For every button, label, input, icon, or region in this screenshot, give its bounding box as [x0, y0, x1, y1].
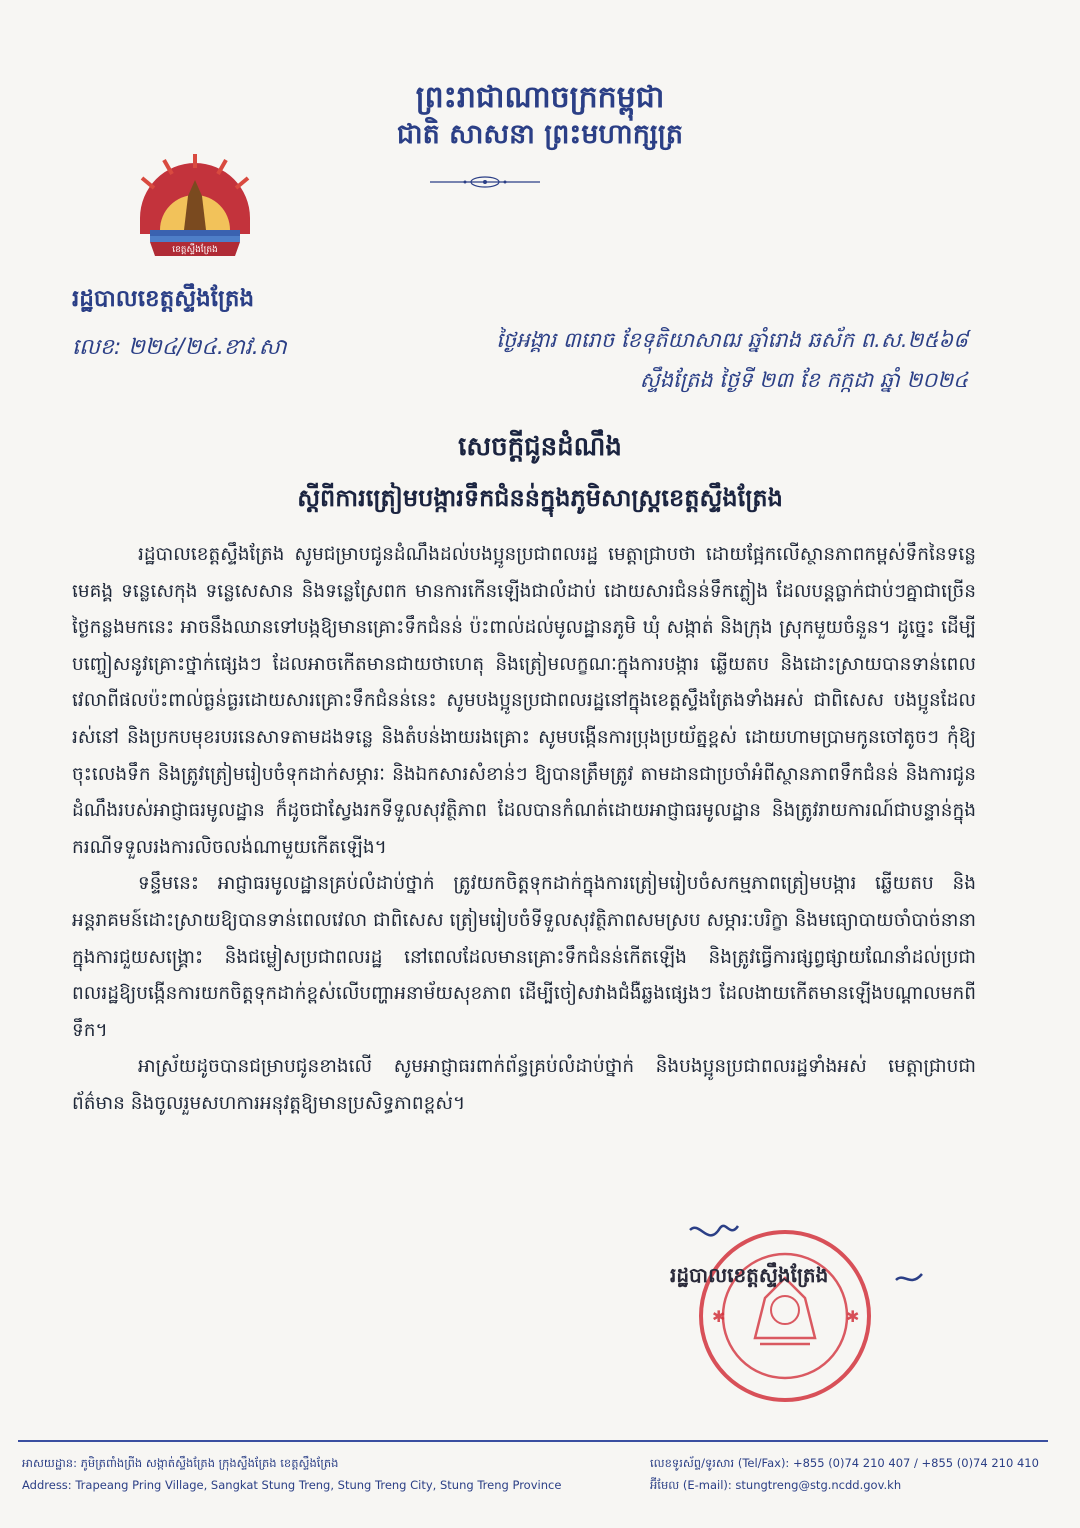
- official-seal-and-signature: [660, 1218, 930, 1408]
- signature-title: រដ្ឋបាលខេត្តស្ទឹងត្រែង: [670, 1263, 829, 1287]
- sender-name: រដ្ឋបាលខេត្តស្ទឹងត្រែង: [72, 286, 255, 312]
- footer-phone: លេខទូរស័ព្ទ/ទូរសារ (Tel/Fax): +855 (0)74 210 407 / +855 (0)74 210 410: [650, 1456, 1039, 1470]
- document-body: [72, 537, 976, 1123]
- footer-divider: [18, 1440, 1048, 1442]
- footer-address-english: Address: Trapeang Pring Village, Sangkat Stung Treng, Stung Treng City, Stung Treng Province: [22, 1478, 562, 1492]
- document-title: សេចក្តីជូនដំណឹង: [458, 432, 622, 462]
- svg-text:✱: ✱: [846, 1307, 860, 1326]
- svg-text:ខេត្តស្ទឹងត្រែង: ខេត្តស្ទឹងត្រែង: [172, 245, 218, 255]
- body-paragraph-1: រដ្ឋបាលខេត្តស្ទឹងត្រែង សូមជម្រាបជូនដំណឹងដល់បងប្អូនប្រជាពលរដ្ឋ មេត្តាជ្រាបថា ដោយផ្អែកលើស្ថានភាពកម្ពស់ទឹកនៃទន្លេមេគង្គ ទន្លេសេកុង ទន្លេសេសាន និងទន្លេស្រែពក មានការកើនឡើងជាលំដាប់ ដោយសារជំនន់ទឹកភ្លៀង ដែលបន្តធ្លាក់ជាប់ៗគ្នាជាច្រើនថ្ងៃកន្លងមកនេះ អាចនឹងឈានទៅបង្កឱ្យមានគ្រោះទឹកជំនន់ ប៉ះពាល់ដល់មូលដ្ឋានភូមិ ឃុំ សង្កាត់ និងក្រុង ស្រុកមួយចំនួន។ ដូច្នេះ ដើម្បីបញ្ចៀសនូវគ្រោះថ្នាក់ផ្សេងៗ ដែលអាចកើតមានជាយថាហេតុ និងត្រៀមលក្ខណៈក្នុងការបង្ការ ឆ្លើយតប និងដោះស្រាយបានទាន់ពេលវេលាពីផលប៉ះពាល់ធ្ងន់ធ្ងរដោយសារគ្រោះទឹកជំនន់នេះ សូមបងប្អូនប្រជាពលរដ្ឋនៅក្នុងខេត្តស្ទឹងត្រែងទាំងអស់ ជាពិសេស បងប្អូនដែលរស់នៅ និងប្រកបមុខរបរនេសាទតាមដងទន្លេ និងតំបន់ងាយរងគ្រោះ សូមបង្កើនការប្រុងប្រយ័ត្នខ្ពស់ ដោយហាមប្រាមកូនចៅតូចៗ កុំឱ្យចុះលេងទឹក និងត្រូវត្រៀមរៀបចំទុកដាក់សម្ភារៈ និងឯកសារសំខាន់ៗ ឱ្យបានត្រឹមត្រូវ តាមដានជាប្រចាំអំពីស្ថានភាពទឹកជំនន់ និងការជូនដំណឹងរបស់អាជ្ញាធរមូលដ្ឋាន ក៏ដូចជាស្វែងរកទីទួលសុវត្ថិភាព ដែលបានកំណត់ដោយអាជ្ញាធរមូលដ្ឋាន និងត្រូវរាយការណ៍ជាបន្ទាន់ក្នុងករណីទទួលរងការលិចលង់ណាមួយកើតឡើង។: [72, 544, 976, 858]
- body-paragraph-3: អាស្រ័យដូចបានជម្រាបជូនខាងលើ សូមអាជ្ញាធរពាក់ព័ន្ធគ្រប់លំដាប់ថ្នាក់ និងបងប្អូនប្រជាពលរដ្ឋទាំងអស់ មេត្តាជ្រាបជាព័ត៌មាន និងចូលរួមសហការអនុវត្តឱ្យមានប្រសិទ្ធភាពខ្ពស់។: [72, 1056, 976, 1114]
- svg-text:✱: ✱: [712, 1307, 726, 1326]
- national-motto: ជាតិ សាសនា ព្រះមហាក្សត្រ: [396, 119, 684, 150]
- lunar-date: ថ្ងៃអង្គារ ៣រោច ខែទុតិយាសាឍ ឆ្នាំរោង ឆស័ក ព.ស.២៥៦៨: [496, 328, 968, 352]
- solar-date: ស្ទឹងត្រែង ថ្ងៃទី ២៣ ខែ កក្កដា ឆ្នាំ ២០២៤: [639, 368, 968, 392]
- footer-contact: [650, 1452, 1039, 1496]
- footer-email: អ៊ីមែល (E-mail): stungtreng@stg.ncdd.gov.kh: [650, 1478, 902, 1492]
- footer-address-khmer: អាសយដ្ឋាន: ភូមិត្រពាំងព្រីង សង្កាត់ស្ទឹងត្រែង ក្រុងស្ទឹងត្រែង ខេត្តស្ទឹងត្រែង: [22, 1456, 339, 1470]
- reference-number: លេខ: ២២៤/២៤.ខាវ.សា: [72, 335, 287, 360]
- provincial-emblem-logo: [120, 150, 270, 270]
- document-subject: ស្តីពីការត្រៀមបង្ការទឹកជំនន់ក្នុងភូមិសាស្ត្រខេត្តស្ទឹងត្រែង: [297, 484, 783, 512]
- ornament-divider-icon: [430, 174, 540, 190]
- footer-address: [22, 1452, 561, 1496]
- body-paragraph-2: ទន្ទឹមនេះ អាជ្ញាធរមូលដ្ឋានគ្រប់លំដាប់ថ្នាក់ ត្រូវយកចិត្តទុកដាក់ក្នុងការត្រៀមរៀបចំសកម្មភាពត្រៀមបង្ការ ឆ្លើយតប និងអន្តរាគមន៍ដោះស្រាយឱ្យបានទាន់ពេលវេលា ជាពិសេស ត្រៀមរៀបចំទីទួលសុវត្ថិភាពសមស្រប សម្ភារៈបរិក្ខា និងមធ្យោបាយចាំបាច់នានា ក្នុងការជួយសង្គ្រោះ និងជម្លៀសប្រជាពលរដ្ឋ នៅពេលដែលមានគ្រោះទឹកជំនន់កើតឡើង និងត្រូវធ្វើការផ្សព្វផ្សាយណែនាំដល់ប្រជាពលរដ្ឋឱ្យបង្កើនការយកចិត្តទុកដាក់ខ្ពស់លើបញ្ហាអនាម័យសុខភាព ដើម្បីចៀសវាងជំងឺឆ្លងផ្សេងៗ ដែលងាយកើតមានឡើងបណ្តាលមកពីទឹក។: [72, 873, 976, 1041]
- kingdom-title: ព្រះរាជាណាចក្រកម្ពុជា: [415, 80, 665, 115]
